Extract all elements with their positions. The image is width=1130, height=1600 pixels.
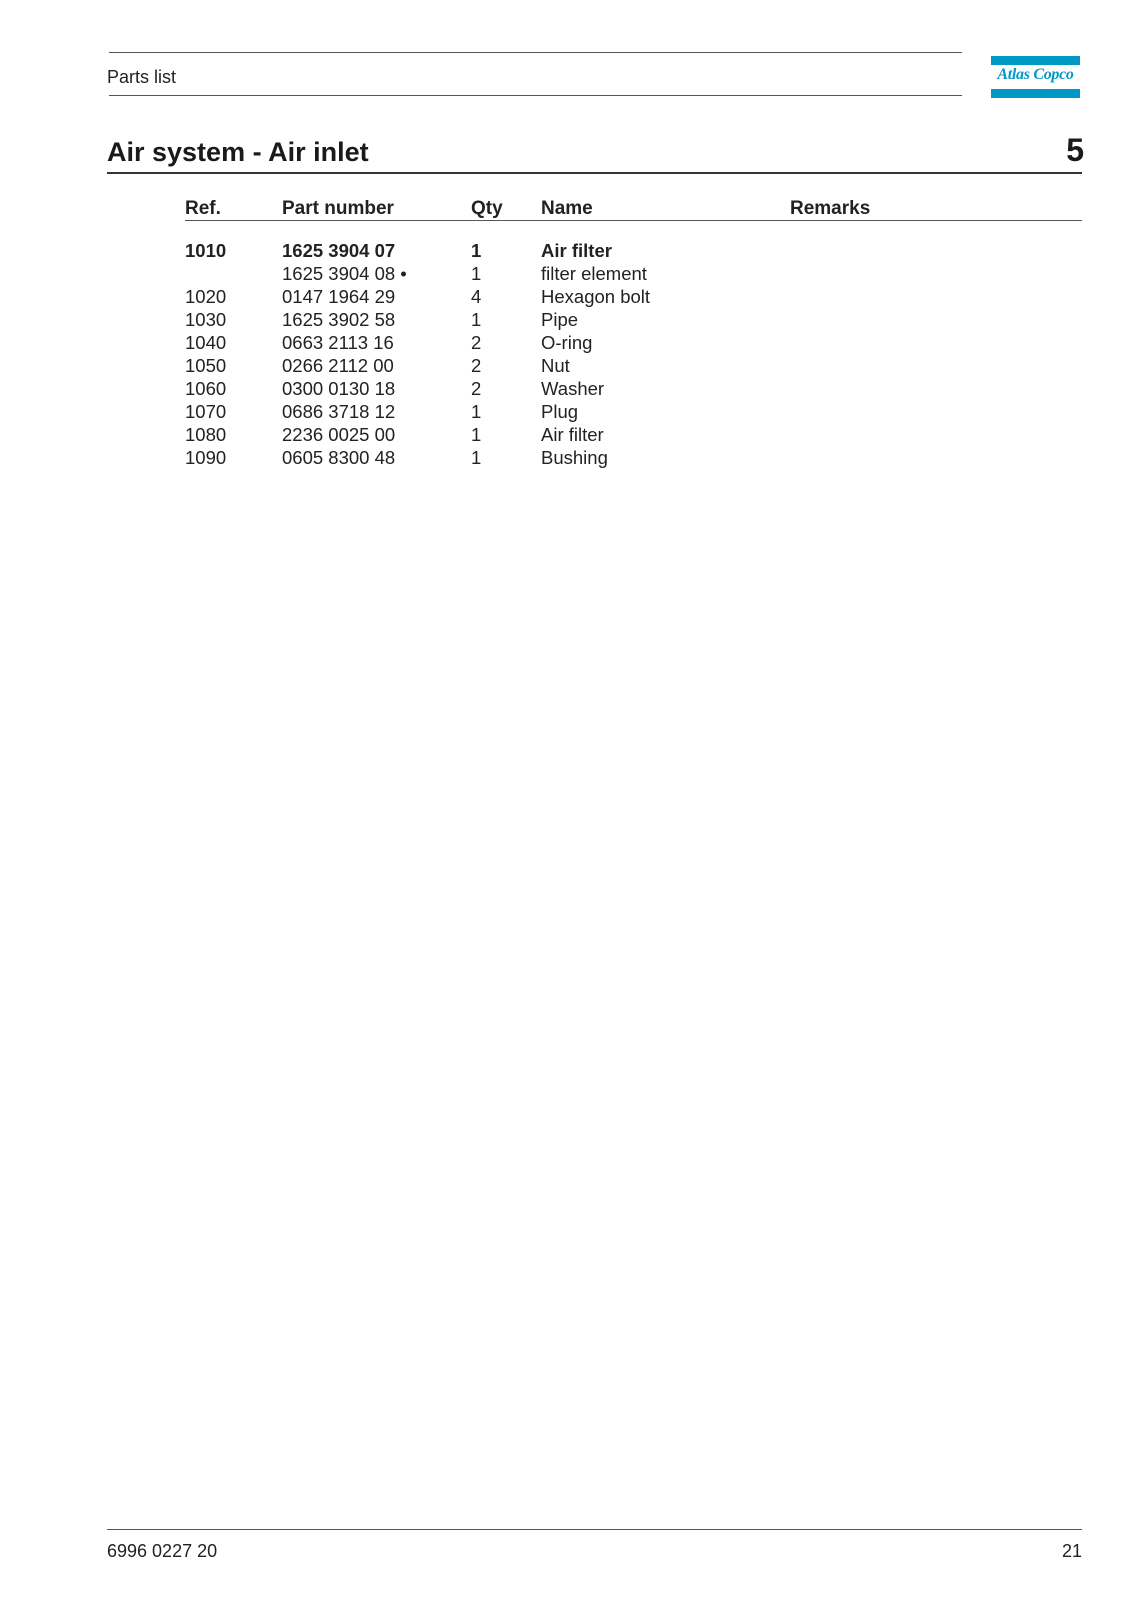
cell-part-number: 1625 3902 58 [282, 309, 396, 330]
parts-table-body [0, 240, 1130, 470]
cell-name: Pipe [541, 309, 579, 330]
cell-qty: 1 [471, 424, 482, 445]
cell-name: Plug [541, 401, 579, 422]
column-header-qty: Qty [471, 198, 503, 219]
table-row [0, 401, 1130, 424]
column-header-name: Name [541, 198, 593, 219]
column-header-remarks: Remarks [790, 198, 871, 219]
cell-name: Air filter [541, 424, 604, 445]
logo-bar-top [991, 56, 1080, 65]
table-header-rule [185, 220, 1082, 221]
cell-part-number: 0686 3718 12 [282, 401, 396, 422]
table-row [0, 424, 1130, 447]
cell-ref: 1070 [185, 401, 227, 422]
cell-ref: 1060 [185, 378, 227, 399]
page-number: 21 [1061, 1541, 1082, 1561]
cell-qty: 1 [471, 263, 482, 284]
cell-ref: 1090 [185, 447, 227, 468]
cell-name: Washer [541, 378, 605, 399]
cell-part-number: 0266 2112 00 [282, 355, 394, 376]
table-row [0, 286, 1130, 309]
cell-part-number: 2236 0025 00 [282, 424, 396, 445]
cell-part-number: 0147 1964 29 [282, 286, 396, 307]
cell-ref: 1030 [185, 309, 227, 330]
table-row [0, 378, 1130, 401]
cell-ref: 1040 [185, 332, 227, 353]
document-number: 6996 0227 20 [107, 1541, 218, 1561]
table-row [0, 309, 1130, 332]
title-rule [107, 172, 1082, 174]
cell-name: Bushing [541, 447, 608, 468]
cell-qty: 2 [471, 378, 482, 399]
cell-ref: 1010 [185, 240, 227, 261]
cell-ref: 1050 [185, 355, 227, 376]
cell-ref: 1020 [185, 286, 227, 307]
table-row [0, 355, 1130, 378]
cell-name: O-ring [541, 332, 593, 353]
logo-bar-bottom [991, 89, 1080, 98]
column-header-part-number: Part number [282, 198, 394, 219]
cell-ref: 1080 [185, 424, 227, 445]
cell-name: filter element [541, 263, 647, 284]
atlas-copco-logo [991, 56, 1080, 98]
table-row [0, 240, 1130, 263]
logo-text: Atlas Copco [997, 66, 1074, 83]
footer-rule [107, 1529, 1082, 1530]
column-header-ref: Ref. [185, 198, 221, 219]
cell-name: Air filter [541, 240, 612, 261]
cell-qty: 4 [471, 286, 482, 307]
chapter-number: 5 [1066, 132, 1084, 168]
table-row [0, 447, 1130, 470]
cell-qty: 1 [471, 447, 482, 468]
cell-name: Nut [541, 355, 570, 376]
cell-qty: 2 [471, 332, 482, 353]
cell-qty: 2 [471, 355, 482, 376]
header-top-rule [109, 52, 962, 53]
cell-part-number: 1625 3904 08 • [282, 263, 407, 284]
cell-part-number: 0663 2113 16 [282, 332, 394, 353]
table-row [0, 263, 1130, 286]
section-label: Parts list [107, 67, 177, 87]
cell-part-number: 1625 3904 07 [282, 240, 396, 261]
cell-part-number: 0300 0130 18 [282, 378, 396, 399]
cell-qty: 1 [471, 401, 482, 422]
cell-qty: 1 [471, 240, 482, 261]
page-title: Air system - Air inlet [107, 137, 369, 167]
cell-name: Hexagon bolt [541, 286, 651, 307]
cell-part-number: 0605 8300 48 [282, 447, 396, 468]
cell-qty: 1 [471, 309, 482, 330]
header-bottom-rule [109, 95, 962, 96]
table-row [0, 332, 1130, 355]
